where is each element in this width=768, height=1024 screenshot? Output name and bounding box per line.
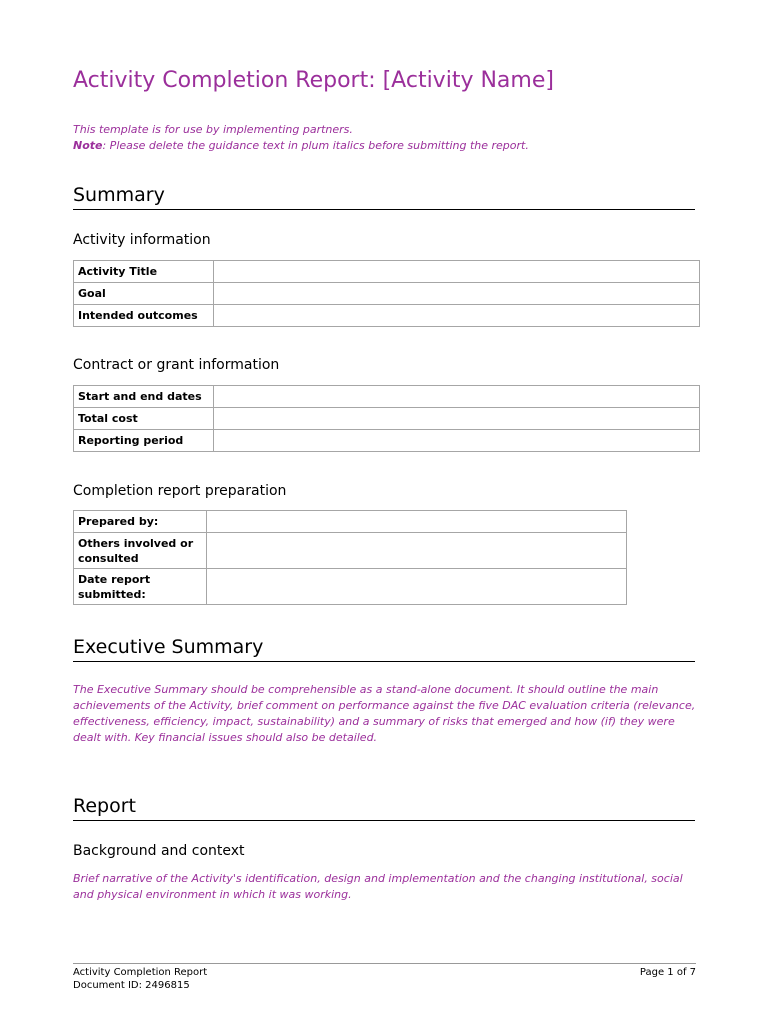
row-label: Activity Title [74,261,214,283]
row-label: Reporting period [74,430,214,452]
row-label: Others involved or consulted [74,533,207,569]
row-label: Date report submitted: [74,569,207,605]
prep-heading: Completion report preparation [73,483,287,499]
footer-doc-name: Activity Completion Report [73,967,208,978]
note-text: : Please delete the guidance text in plum italics before submitting the report. [102,139,529,152]
row-label: Start and end dates [74,386,214,408]
background-heading: Background and context [73,843,245,859]
prep-table [73,510,627,605]
contract-info-table [73,385,700,452]
exec-summary-guidance: The Executive Summary should be comprehensible as a stand-alone document. It should outline the main achievements of the Activity, brief comment on performance against the five DAC evaluation criteria (relevance, effectiveness, efficiency, impact, sustainability) and a summary of risks that emerged and how (if) they were dealt with. Key financial issues should also be detailed. [73,683,696,744]
date-submitted-field[interactable] [207,569,627,605]
table-row [74,283,700,305]
goal-field[interactable] [214,283,700,305]
footer-doc-id: Document ID: 2496815 [73,980,190,991]
table-row [74,408,700,430]
others-involved-field[interactable] [207,533,627,569]
row-label: Total cost [74,408,214,430]
prepared-by-field[interactable] [207,511,627,533]
intro-line-1: This template is for use by implementing partners. [73,123,353,136]
row-label: Goal [74,283,214,305]
table-row [74,305,700,327]
activity-info-table [73,260,700,327]
row-label: Prepared by: [74,511,207,533]
row-label: Intended outcomes [74,305,214,327]
note-label: Note [73,139,103,152]
footer-page-number: Page 1 of 7 [639,967,696,978]
report-heading: Report [73,795,695,821]
total-cost-field[interactable] [214,408,700,430]
page-footer [73,963,696,992]
table-row [74,533,627,569]
activity-info-heading: Activity information [73,232,211,248]
activity-title-field[interactable] [214,261,700,283]
document-title: Activity Completion Report: [Activity Name] [73,68,554,93]
intro-line-2 [73,138,696,154]
table-row [74,569,627,605]
reporting-period-field[interactable] [214,430,700,452]
table-row [74,430,700,452]
background-guidance: Brief narrative of the Activity's identification, design and implementation and the changing institutional, social and physical environment in which it was working. [73,872,683,901]
contract-info-heading: Contract or grant information [73,357,280,373]
start-end-dates-field[interactable] [214,386,700,408]
exec-summary-heading: Executive Summary [73,636,695,662]
table-row [74,261,700,283]
table-row [74,511,627,533]
intended-outcomes-field[interactable] [214,305,700,327]
intro-guidance [73,122,696,154]
table-row [74,386,700,408]
summary-heading: Summary [73,184,695,210]
